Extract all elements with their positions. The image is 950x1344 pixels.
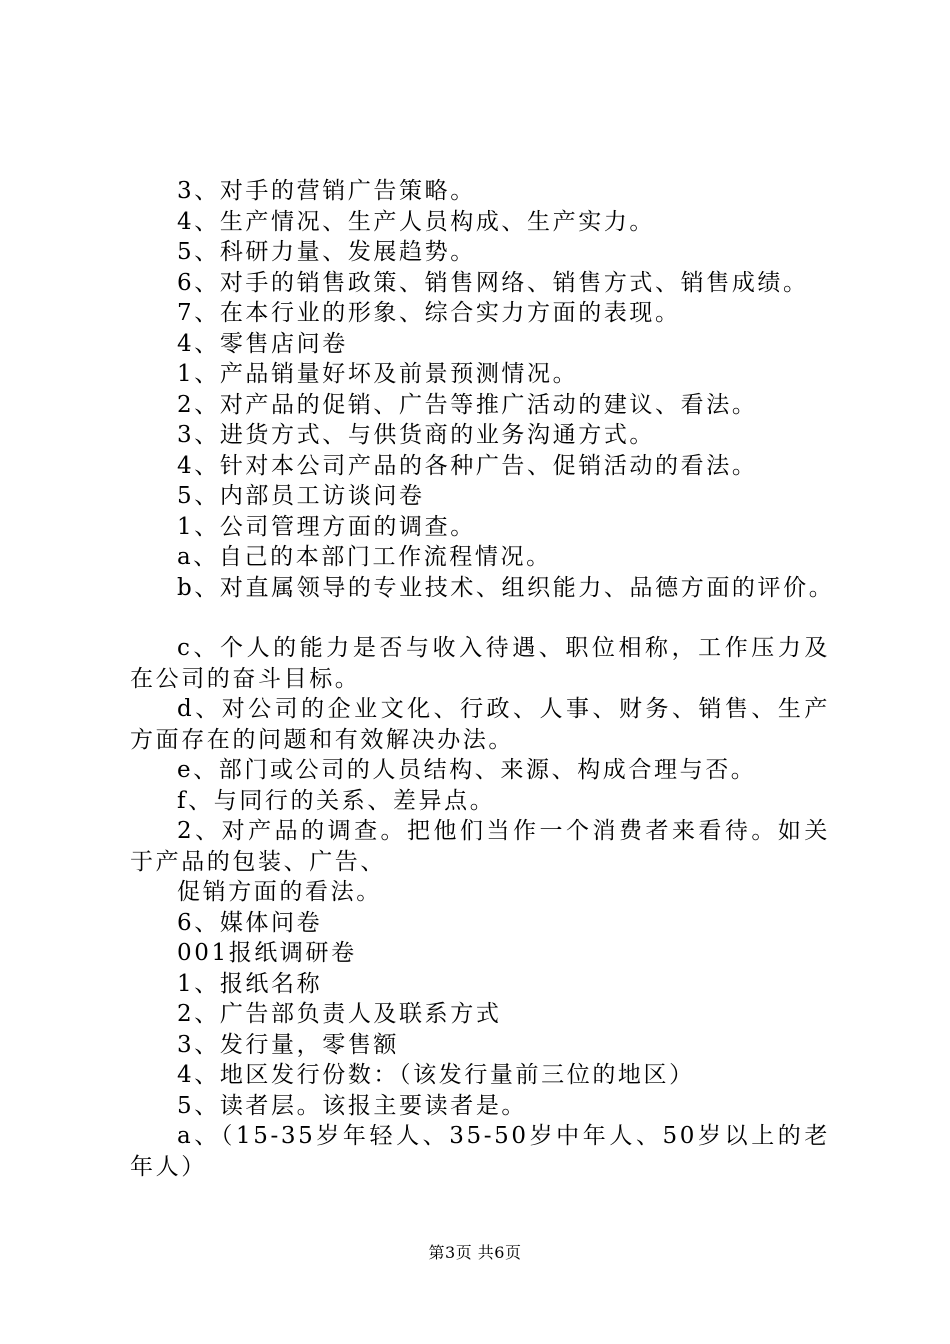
- text-line: 3、进货方式、与供货商的业务沟通方式。: [177, 422, 656, 448]
- blank-line: [130, 603, 830, 633]
- paragraph: c、个人的能力是否与收入待遇、职位相称，工作压力及在公司的奋斗目标。: [130, 635, 830, 692]
- paragraph: 促销方面的看法。: [177, 879, 382, 905]
- page-number-footer: 第3页 共6页: [428, 1243, 522, 1262]
- paragraph: 3、发行量，零售额: [177, 1031, 400, 1058]
- text-line: 7、在本行业的形象、综合实力方面的表现。: [177, 300, 681, 326]
- paragraph: e、部门或公司的人员结构、来源、构成合理与否。: [177, 757, 757, 783]
- text-line: 1、产品销量好坏及前景预测情况。: [177, 361, 579, 387]
- section-heading: 001报纸调研卷: [177, 940, 357, 966]
- paragraph: 4、地区发行份数：（该发行量前三位的地区）: [177, 1062, 695, 1088]
- paragraph: d、对公司的企业文化、行政、人事、财务、销售、生产方面存在的问题和有效解决办法。: [130, 696, 830, 753]
- section-heading: 5、内部员工访谈问卷: [177, 483, 425, 509]
- text-line: 4、针对本公司产品的各种广告、促销活动的看法。: [177, 452, 758, 479]
- paragraph: f、与同行的关系、差异点。: [177, 787, 496, 814]
- paragraph: 2、广告部负责人及联系方式: [177, 1001, 502, 1027]
- section-heading: 4、零售店问卷: [177, 330, 348, 357]
- paragraph: 1、报纸名称: [177, 970, 323, 997]
- paragraph: a、（15-35岁年轻人、35-50岁中年人、50岁以上的老年人）: [130, 1123, 830, 1180]
- text-line: 4、生产情况、生产人员构成、生产实力。: [177, 208, 656, 235]
- section-heading: 6、媒体问卷: [177, 909, 323, 936]
- document-body: [130, 176, 835, 1182]
- text-line: 3、对手的营销广告策略。: [177, 178, 476, 204]
- paragraph: 2、对产品的调查。把他们当作一个消费者来看待。如关于产品的包装、广告、: [130, 818, 830, 875]
- text-line: 2、对产品的促销、广告等推广活动的建议、看法。: [177, 391, 758, 418]
- text-line: 1、公司管理方面的调查。: [177, 513, 476, 540]
- text-line: b、对直属领导的专业技术、组织能力、品德方面的评价。: [177, 574, 835, 601]
- text-line: a、自己的本部门工作流程情况。: [177, 544, 552, 570]
- text-line: 6、对手的销售政策、销售网络、销售方式、销售成绩。: [177, 269, 809, 296]
- text-line: 5、科研力量、发展趋势。: [177, 239, 476, 265]
- paragraph: 5、读者层。该报主要读者是。: [177, 1092, 528, 1119]
